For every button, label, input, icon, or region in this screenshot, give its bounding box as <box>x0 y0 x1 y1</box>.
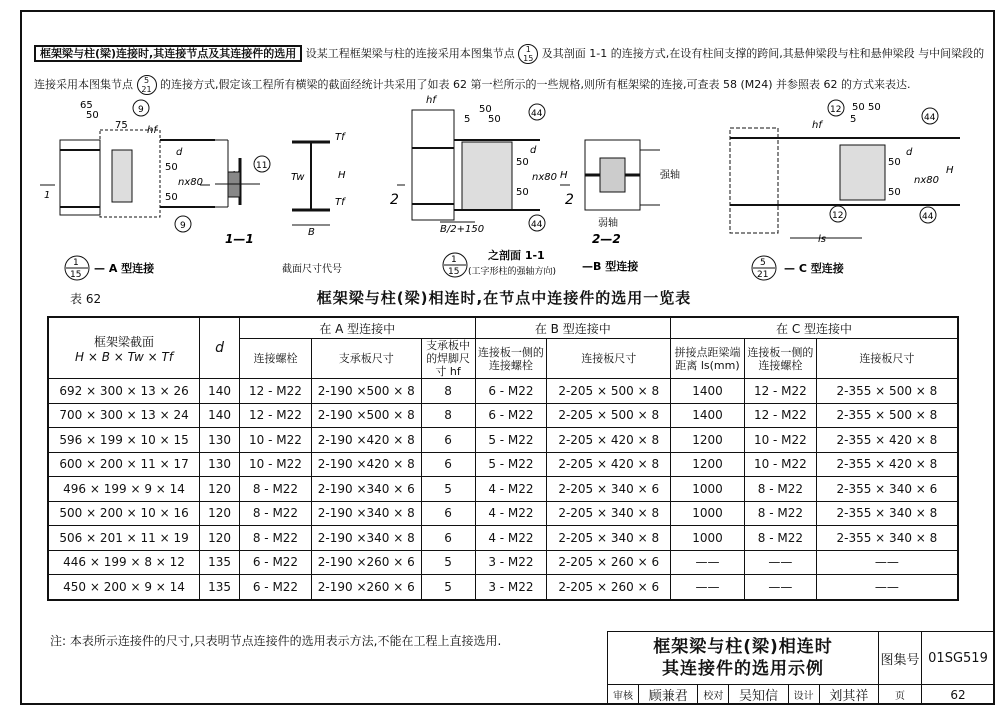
table-cell: 120 <box>200 501 240 526</box>
c-dim-50b: 50 <box>868 102 881 113</box>
table-row <box>48 575 958 600</box>
intro-text-3: 与中间梁段的连接采用本图集节点 <box>34 47 985 91</box>
caption-b <box>443 248 638 277</box>
table-cell: 4 - M22 <box>475 477 547 502</box>
table-cell: 446 × 199 × 8 × 12 <box>48 550 200 575</box>
atlas-number: 01SG519 <box>922 632 995 685</box>
head-sub: 连接板尺寸 <box>547 339 671 379</box>
design-label: 设计 <box>788 685 819 705</box>
table-cell: 2-355 × 340 × 8 <box>816 526 958 551</box>
table-cell: 6 - M22 <box>240 550 312 575</box>
table-cell: 10 - M22 <box>240 452 312 477</box>
table-cell: 1200 <box>671 452 745 477</box>
table-cell: 6 <box>421 428 475 453</box>
svg-text:9: 9 <box>138 105 144 115</box>
b-label-d: d <box>530 145 537 156</box>
head-group-c: 在 C 型连接中 <box>671 317 958 339</box>
diagram-a <box>40 130 228 217</box>
table-cell: 3 - M22 <box>475 550 547 575</box>
table-cell: 6 - M22 <box>475 379 547 404</box>
table-cell: 140 <box>200 379 240 404</box>
review-label: 审核 <box>608 685 639 705</box>
svg-text:44: 44 <box>924 113 936 123</box>
table-title: 框架梁与柱(梁)相连时,在节点中连接件的选用一览表 <box>316 289 692 307</box>
footnote: 注: 本表所示连接件的尺寸,只表明节点连接件的选用表示方法,不能在工程上直接选用. <box>50 634 502 648</box>
bolt-detail <box>215 158 260 205</box>
b-dim-50b: 50 <box>488 114 501 125</box>
table-cell: 1000 <box>671 477 745 502</box>
table-cell: 5 <box>421 550 475 575</box>
table-cell: 12 - M22 <box>240 379 312 404</box>
table-cell: 700 × 300 × 13 × 24 <box>48 403 200 428</box>
head-sub: 连接板一侧的连接螺栓 <box>744 339 816 379</box>
table-cell: 4 - M22 <box>475 526 547 551</box>
a-label-d: d <box>176 147 183 158</box>
table-cell: 6 <box>421 501 475 526</box>
table-cell: 2-205 × 500 × 8 <box>547 379 671 404</box>
table-cell: 12 - M22 <box>240 403 312 428</box>
caption-1-1: 1—1 <box>225 232 254 246</box>
table-cell: 2-205 × 420 × 8 <box>547 428 671 453</box>
table-cell: 2-355 × 420 × 8 <box>816 428 958 453</box>
svg-text:21: 21 <box>757 270 769 280</box>
head-group-a: 在 A 型连接中 <box>240 317 475 339</box>
sec-tw: Tw <box>291 172 305 183</box>
section-2-2: 2—2 <box>592 232 621 246</box>
weld-ref-11 <box>254 156 270 172</box>
c-ref-44-bottom <box>920 207 936 223</box>
table-cell: 2-190 ×420 × 8 <box>311 452 421 477</box>
title-block <box>607 631 995 705</box>
head-sub: 支承板尺寸 <box>311 339 421 379</box>
section-symbol <box>292 142 330 225</box>
c-label-n80: nx80 <box>914 175 939 186</box>
c-dim-5: 5 <box>850 114 857 125</box>
table-row <box>48 403 958 428</box>
table-cell: 1200 <box>671 428 745 453</box>
node-ref-2: 5 21 <box>137 75 157 95</box>
b-ref-44-top <box>529 104 545 120</box>
table-cell: 2-190 ×260 × 6 <box>311 575 421 600</box>
table-cell: 12 - M22 <box>744 379 816 404</box>
b-dim-50c: 50 <box>516 157 529 168</box>
a-label-hf: hf <box>147 125 157 136</box>
table-cell: 8 - M22 <box>744 526 816 551</box>
svg-text:12: 12 <box>832 211 844 221</box>
svg-text:1: 1 <box>73 258 79 268</box>
weld-ref-9-bottom <box>175 216 191 232</box>
svg-text:之剖面 1-1: 之剖面 1-1 <box>488 249 545 262</box>
c-label-d: d <box>906 147 913 158</box>
b-label-2-left: 2 <box>390 192 399 208</box>
table-cell: 596 × 199 × 10 × 15 <box>48 428 200 453</box>
strong-axis: 强轴 <box>660 170 680 181</box>
check-label: 校对 <box>698 685 729 705</box>
table-cell: 2-205 × 500 × 8 <box>547 403 671 428</box>
table-cell: 2-205 × 260 × 6 <box>547 550 671 575</box>
head-sub: 连接板尺寸 <box>816 339 958 379</box>
table-cell: 2-205 × 260 × 6 <box>547 575 671 600</box>
table-row <box>48 526 958 551</box>
table-cell: 130 <box>200 452 240 477</box>
table-cell: 6 - M22 <box>240 575 312 600</box>
table-cell: 6 <box>421 526 475 551</box>
table-cell: 10 - M22 <box>744 452 816 477</box>
table-cell: 1000 <box>671 501 745 526</box>
table-cell: 2-205 × 340 × 8 <box>547 501 671 526</box>
table-cell: 5 - M22 <box>475 452 547 477</box>
table-cell: —— <box>816 575 958 600</box>
table-cell: 1400 <box>671 403 745 428</box>
a-label-1-left: 1 <box>44 190 51 201</box>
table-cell: 2-205 × 340 × 6 <box>547 477 671 502</box>
table-cell: 5 - M22 <box>475 428 547 453</box>
table-cell: —— <box>671 575 745 600</box>
table-cell: 6 - M22 <box>475 403 547 428</box>
connection-diagrams <box>0 0 1008 290</box>
head-section: 框架梁截面 H × B × Tw × Tf <box>48 317 200 379</box>
atlas-label: 图集号 <box>879 632 922 685</box>
c-dim-50c: 50 <box>888 157 901 168</box>
b-label-2-right: 2 <box>565 192 574 208</box>
title-block-title: 框架梁与柱(梁)相连时 其连接件的选用示例 <box>608 632 879 685</box>
a-dim-65: 65 <box>80 100 93 111</box>
node-ref-1: 1 15 <box>518 44 538 64</box>
a-dim-75: 75 <box>115 120 128 131</box>
table-cell: 8 - M22 <box>744 477 816 502</box>
table-cell: 10 - M22 <box>240 428 312 453</box>
weld-ref-9-top <box>133 100 149 116</box>
svg-text:15: 15 <box>70 270 82 280</box>
svg-text:12: 12 <box>830 105 842 115</box>
svg-text:44: 44 <box>922 212 934 222</box>
table-cell: 4 - M22 <box>475 501 547 526</box>
table-row <box>48 428 958 453</box>
svg-text:— A 型连接: — A 型连接 <box>94 262 155 275</box>
c-label-hf: hf <box>812 120 822 131</box>
a-dim-50c: 50 <box>165 192 178 203</box>
table-cell: 692 × 300 × 13 × 26 <box>48 379 200 404</box>
c-label-ls: ls <box>818 234 826 245</box>
table-row <box>48 379 958 404</box>
table-row <box>48 550 958 575</box>
page-number: 62 <box>922 685 995 705</box>
review-signature: 顾兼君 <box>639 685 698 705</box>
caption-section-name: 截面尺寸代号 <box>282 264 342 275</box>
svg-text:44: 44 <box>531 220 543 230</box>
svg-text:11: 11 <box>256 161 268 171</box>
b-dim-50a: 50 <box>479 104 492 115</box>
table-cell: —— <box>744 575 816 600</box>
sec-tf-bottom: Tf <box>335 197 345 208</box>
weak-axis: 弱轴 <box>598 218 618 229</box>
table-cell: 5 <box>421 575 475 600</box>
design-signature: 刘其祥 <box>819 685 878 705</box>
c-label-H: H <box>946 165 954 176</box>
b-ref-44-bottom <box>529 215 545 231</box>
intro-heading: 框架梁与柱(梁)连接时,其连接节点及其连接件的选用 <box>34 45 302 62</box>
check-signature: 吴知信 <box>729 685 788 705</box>
b-label-hf: hf <box>426 95 436 106</box>
head-sub: 连接螺栓 <box>240 339 312 379</box>
svg-text:44: 44 <box>531 109 543 119</box>
table-cell: 3 - M22 <box>475 575 547 600</box>
head-sub: 连接板一侧的连接螺栓 <box>475 339 547 379</box>
head-d: d <box>200 317 240 379</box>
b-label-b2: B/2+150 <box>440 224 485 235</box>
intro-text-1: 设某工程框架梁与柱的连接采用本图集节点 <box>305 47 515 60</box>
c-ref-44-top <box>922 108 938 124</box>
table-cell: 135 <box>200 550 240 575</box>
a-dim-50: 50 <box>86 110 99 121</box>
table-row <box>48 452 958 477</box>
table-cell: 2-190 ×500 × 8 <box>311 379 421 404</box>
svg-text:(工字形柱的强轴方向): (工字形柱的强轴方向) <box>468 267 557 277</box>
table-number: 表 62 <box>70 292 102 306</box>
svg-text:5: 5 <box>760 258 766 268</box>
table-cell: 600 × 200 × 11 × 17 <box>48 452 200 477</box>
table-cell: —— <box>744 550 816 575</box>
svg-text:— C 型连接: — C 型连接 <box>784 262 844 275</box>
table-cell: 450 × 200 × 9 × 14 <box>48 575 200 600</box>
table-cell: 2-205 × 340 × 8 <box>547 526 671 551</box>
table-cell: 2-190 ×420 × 8 <box>311 428 421 453</box>
table-cell: 140 <box>200 403 240 428</box>
table-cell: 2-190 ×340 × 6 <box>311 477 421 502</box>
table-cell: 6 <box>421 452 475 477</box>
table-cell: 2-190 ×340 × 8 <box>311 501 421 526</box>
connector-table <box>47 316 959 601</box>
b-dim-50d: 50 <box>516 187 529 198</box>
table-cell: 135 <box>200 575 240 600</box>
table-cell: 2-205 × 420 × 8 <box>547 452 671 477</box>
c-ref-12-top <box>828 100 844 116</box>
b-dim-5: 5 <box>464 114 471 125</box>
caption-c <box>752 256 844 280</box>
table-cell: 496 × 199 × 9 × 14 <box>48 477 200 502</box>
head-sub: 拼接点距梁端距离 ls(mm) <box>671 339 745 379</box>
table-cell: 5 <box>421 477 475 502</box>
caption-a <box>65 256 154 280</box>
c-dim-50d: 50 <box>888 187 901 198</box>
head-sub: 支承板中的焊脚尺寸 hf <box>421 339 475 379</box>
svg-text:—B 型连接: —B 型连接 <box>582 260 639 273</box>
table-cell: 8 <box>421 403 475 428</box>
c-ref-12-bottom <box>830 206 846 222</box>
svg-text:9: 9 <box>180 221 186 231</box>
sec-H: H <box>338 170 346 181</box>
intro-text-4: 的连接方式,假定该工程所有横梁的截面经统计共采用了如表 62 第一栏所示的一些规格,则所有框架梁的连接,可查表 58 (M24) 并参照表 62 的方式来表达. <box>160 78 911 91</box>
table-cell: 2-355 × 420 × 8 <box>816 452 958 477</box>
table-cell: 130 <box>200 428 240 453</box>
table-cell: 2-190 ×500 × 8 <box>311 403 421 428</box>
table-cell: 2-355 × 340 × 8 <box>816 501 958 526</box>
c-dim-50a: 50 <box>852 102 865 113</box>
table-cell: —— <box>671 550 745 575</box>
table-cell: 506 × 201 × 11 × 19 <box>48 526 200 551</box>
table-cell: 8 <box>421 379 475 404</box>
table-cell: 500 × 200 × 10 × 16 <box>48 501 200 526</box>
table-cell: —— <box>816 550 958 575</box>
svg-text:1: 1 <box>451 255 457 265</box>
table-cell: 2-190 ×340 × 8 <box>311 526 421 551</box>
sec-B: B <box>308 227 315 238</box>
b-label-n80: nx80 <box>532 172 557 183</box>
a-label-n80: nx80 <box>178 177 203 188</box>
b-label-H: H <box>560 170 568 181</box>
table-cell: 1000 <box>671 526 745 551</box>
table-cell: 8 - M22 <box>240 501 312 526</box>
table-cell: 8 - M22 <box>240 526 312 551</box>
table-cell: 8 - M22 <box>240 477 312 502</box>
table-cell: 120 <box>200 477 240 502</box>
a-dim-50b: 50 <box>165 162 178 173</box>
table-row <box>48 477 958 502</box>
table-cell: 8 - M22 <box>744 501 816 526</box>
sec-tf-top: Tf <box>335 132 345 143</box>
head-group-b: 在 B 型连接中 <box>475 317 671 339</box>
intro-text-2: 及其剖面 1-1 的连接方式,在设有柱间支撑的跨间,其悬伸梁段与柱和悬伸梁段 <box>541 47 915 60</box>
table-cell: 2-355 × 340 × 6 <box>816 477 958 502</box>
table-cell: 2-190 ×260 × 6 <box>311 550 421 575</box>
table-cell: 2-355 × 500 × 8 <box>816 403 958 428</box>
page-label: 页 <box>879 685 922 705</box>
table-cell: 10 - M22 <box>744 428 816 453</box>
table-row <box>48 501 958 526</box>
table-cell: 12 - M22 <box>744 403 816 428</box>
table-cell: 2-355 × 500 × 8 <box>816 379 958 404</box>
table-cell: 120 <box>200 526 240 551</box>
svg-text:15: 15 <box>448 267 460 277</box>
table-cell: 1400 <box>671 379 745 404</box>
